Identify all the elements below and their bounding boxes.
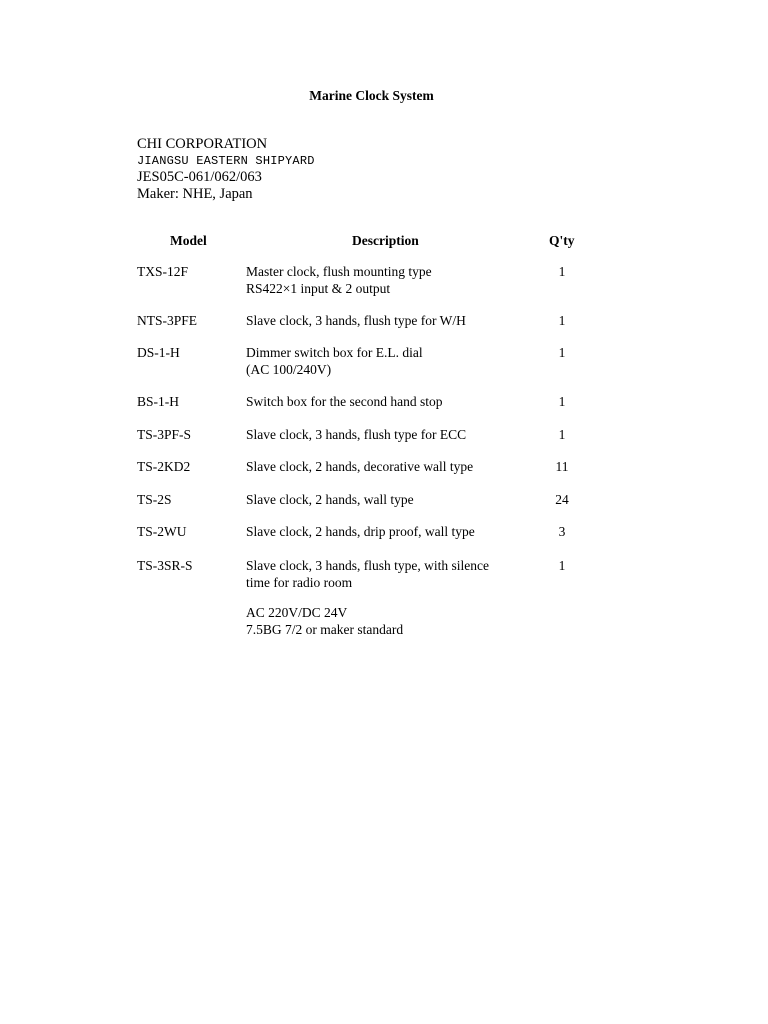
row-description xyxy=(246,264,526,297)
row-description xyxy=(246,427,526,444)
row-description xyxy=(246,459,526,476)
row-description xyxy=(246,524,526,541)
row-qty: 1 xyxy=(558,264,566,279)
row-model: NTS-3PFE xyxy=(137,313,198,328)
row-qty: 1 xyxy=(558,394,566,409)
row-model: TXS-12F xyxy=(137,264,189,279)
row-qty: 24 xyxy=(555,492,569,507)
power-notes xyxy=(246,605,403,638)
row-description xyxy=(246,345,526,378)
project-number: JES05C-061/062/063 xyxy=(137,169,262,185)
power-spec: AC 220V/DC 24V xyxy=(246,605,348,620)
description-line: RS422×1 input & 2 output xyxy=(246,280,391,296)
row-qty: 1 xyxy=(558,313,566,328)
description-line: Slave clock, 2 hands, decorative wall type xyxy=(246,459,474,474)
row-description xyxy=(246,558,526,591)
row-qty: 1 xyxy=(558,558,566,573)
row-model: TS-2WU xyxy=(137,524,187,539)
row-qty: 1 xyxy=(558,427,566,442)
row-model: TS-2S xyxy=(137,492,172,507)
row-model: TS-3SR-S xyxy=(137,558,193,573)
column-header-model: Model xyxy=(170,233,207,248)
description-line: time for radio room xyxy=(246,574,353,590)
description-line: Switch box for the second hand stop xyxy=(246,394,443,409)
description-line: Master clock, flush mounting type xyxy=(246,264,432,279)
description-line: Slave clock, 2 hands, wall type xyxy=(246,492,414,507)
row-description xyxy=(246,313,526,330)
column-header-qty: Q'ty xyxy=(549,233,575,248)
row-qty: 3 xyxy=(558,524,566,539)
description-line: Slave clock, 3 hands, flush type, with silence xyxy=(246,558,489,573)
description-line: Slave clock, 3 hands, flush type for W/H xyxy=(246,313,466,328)
maker-line: Maker: NHE, Japan xyxy=(137,185,253,202)
description-line: Slave clock, 3 hands, flush type for ECC xyxy=(246,427,467,442)
row-model: TS-2KD2 xyxy=(137,459,191,474)
column-header-description: Description xyxy=(352,233,419,248)
color-spec: 7.5BG 7/2 or maker standard xyxy=(246,621,404,637)
row-description xyxy=(246,394,526,411)
shipyard-name: JIANGSU EASTERN SHIPYARD xyxy=(137,153,315,168)
description-line: Dimmer switch box for E.L. dial xyxy=(246,345,423,360)
description-line: Slave clock, 2 hands, drip proof, wall type xyxy=(246,524,475,539)
document-title: Marine Clock System xyxy=(309,88,434,103)
row-model: TS-3PF-S xyxy=(137,427,192,442)
row-qty: 1 xyxy=(558,345,566,360)
description-line: (AC 100/240V) xyxy=(246,361,332,377)
company-name: CHI CORPORATION xyxy=(137,136,268,152)
row-model: DS-1-H xyxy=(137,345,180,360)
row-description xyxy=(246,492,526,509)
row-qty: 11 xyxy=(555,459,569,474)
row-model: BS-1-H xyxy=(137,394,180,409)
header-block xyxy=(137,136,315,202)
